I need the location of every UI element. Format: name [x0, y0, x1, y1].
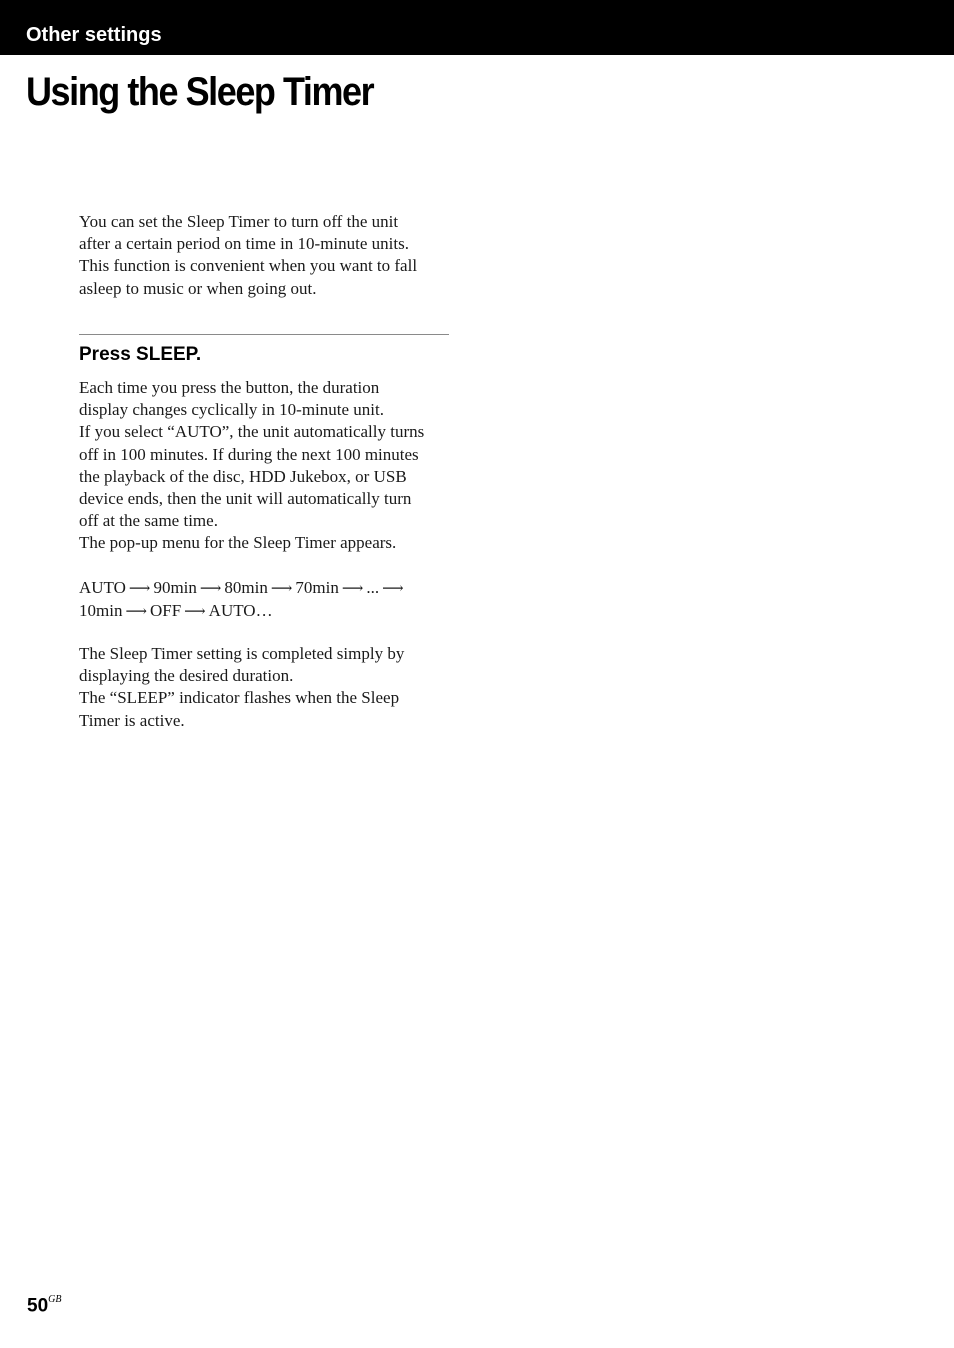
sequence-item: 90min	[153, 578, 197, 597]
section-label: Other settings	[26, 24, 162, 46]
description-line: Each time you press the button, the duration	[79, 378, 380, 397]
sequence-line-2	[79, 600, 459, 623]
right-arrow-icon: ⟶	[270, 581, 293, 597]
sequence-item: 80min	[224, 578, 268, 597]
step-description	[79, 377, 459, 555]
description-line: device ends, then the unit will automatically turn	[79, 489, 412, 509]
note-line: Timer is active.	[79, 710, 185, 730]
step-divider	[79, 334, 449, 335]
right-arrow-icon: ⟶	[199, 581, 222, 597]
page-title: Using the Sleep Timer	[26, 70, 374, 114]
sequence-line-1	[79, 577, 459, 600]
note-line: displaying the desired duration.	[79, 666, 294, 686]
description-line: If you select “AUTO”, the unit automatically turns	[79, 422, 425, 442]
intro-line: after a certain period on time in 10-minute units.	[79, 234, 409, 254]
intro-line: You can set the Sleep Timer to turn off the unit	[79, 212, 399, 231]
intro-paragraph	[79, 211, 459, 300]
sequence-item: ...	[366, 578, 380, 597]
right-arrow-icon: ⟶	[128, 581, 151, 597]
section-header-bar	[0, 0, 954, 55]
description-line: display changes cyclically in 10-minute unit.	[79, 400, 384, 420]
description-line: off in 100 minutes. If during the next 100 minutes	[79, 444, 419, 464]
intro-line: This function is convenient when you want to fall	[79, 256, 418, 276]
description-line: the playback of the disc, HDD Jukebox, or USB	[79, 466, 407, 486]
sequence-item: 10min	[79, 601, 123, 621]
note-line: The Sleep Timer setting is completed simply by	[79, 644, 405, 663]
right-arrow-icon: ⟶	[382, 581, 404, 597]
page-number	[27, 1289, 61, 1319]
page-number-value: 50	[27, 1295, 49, 1317]
step-heading: Press SLEEP.	[79, 344, 202, 365]
duration-sequence	[79, 577, 459, 623]
note-line: The “SLEEP” indicator flashes when the Sleep	[79, 688, 400, 708]
step-notes	[79, 643, 459, 732]
page-region-suffix: GB	[48, 1294, 62, 1305]
right-arrow-icon: ⟶	[341, 581, 364, 597]
right-arrow-icon: ⟶	[184, 604, 206, 621]
sequence-item: 70min	[295, 578, 339, 597]
description-line: off at the same time.	[79, 511, 218, 531]
description-line: The pop-up menu for the Sleep Timer appears.	[79, 533, 397, 553]
right-arrow-icon: ⟶	[125, 604, 147, 621]
sequence-item: AUTO…	[208, 601, 273, 621]
sequence-item: OFF	[149, 601, 182, 621]
sequence-item: AUTO	[79, 578, 126, 597]
intro-line: asleep to music or when going out.	[79, 278, 317, 298]
